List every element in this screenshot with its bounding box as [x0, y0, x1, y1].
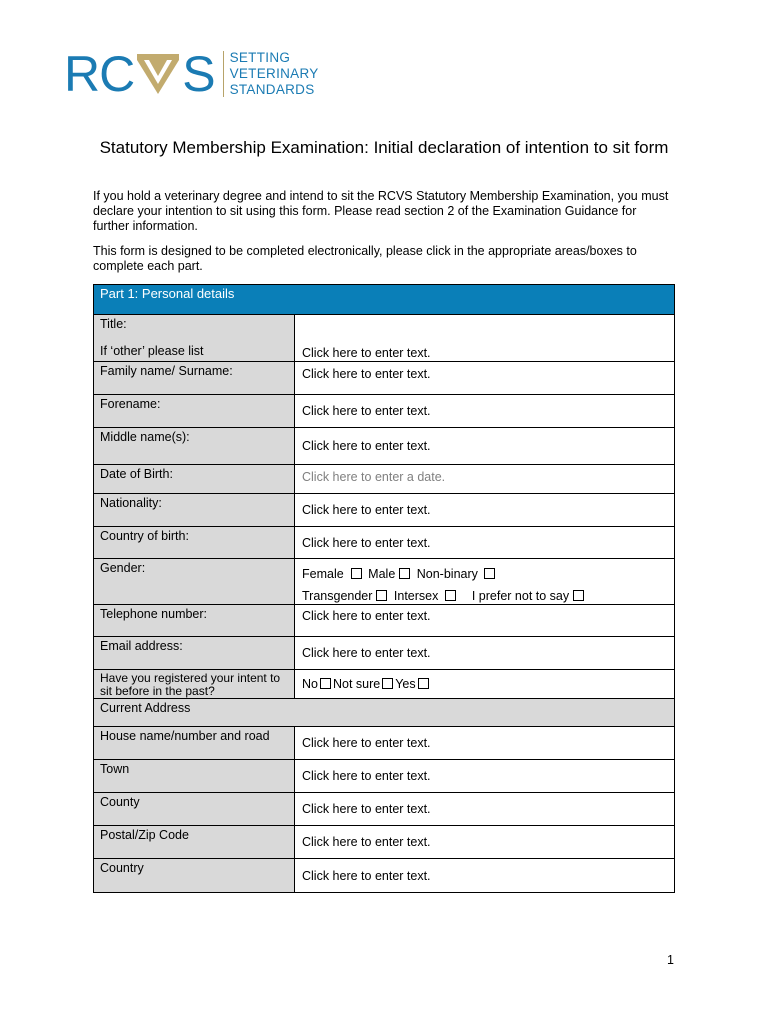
intro-paragraph: If you hold a veterinary degree and intend to sit the RCVS Statutory Membership Examination, you must declare your intention to sit using this form. Please read section 2 of the Examination Guidance for further information. [93, 189, 669, 233]
town-field[interactable]: Click here to enter text. [302, 769, 431, 783]
form-row-registered-before [94, 670, 674, 699]
field-label-title: Title: [100, 317, 127, 331]
intersex-checkbox[interactable] [445, 590, 456, 601]
field-label: Middle name(s): [94, 428, 295, 464]
country-of-birth-field[interactable]: Click here to enter text. [302, 535, 431, 550]
option-label: Yes [395, 677, 416, 691]
form-row-family-name [94, 362, 674, 395]
country-field[interactable]: Click here to enter text. [302, 868, 431, 883]
logo-wordmark [64, 46, 215, 102]
form-row-country [94, 859, 674, 892]
field-label: Country [94, 859, 295, 892]
field-label: Gender: [94, 559, 295, 604]
page-number: 1 [667, 953, 674, 967]
field-label: House name/number and road [94, 727, 295, 759]
form-row-gender [94, 559, 674, 605]
form-row-house [94, 727, 674, 760]
form-row-dob [94, 465, 674, 494]
option-label: Non-binary [416, 567, 478, 581]
form-row-current-address [94, 699, 674, 727]
logo-letter-c: C [99, 46, 135, 102]
family-name-field[interactable]: Click here to enter text. [302, 367, 431, 381]
not-sure-checkbox[interactable] [382, 678, 393, 689]
registered-before-options [295, 670, 674, 698]
logo-letter-s: S [182, 46, 215, 102]
form-row-postal [94, 826, 674, 859]
section-header: Part 1: Personal details [94, 285, 674, 315]
logo-shield-v-icon [135, 52, 181, 96]
gender-options-line [302, 589, 667, 603]
form-row-middle-names [94, 428, 674, 465]
telephone-field[interactable]: Click here to enter text. [302, 609, 431, 623]
gender-options-line [302, 567, 667, 581]
field-label: Email address: [94, 637, 295, 669]
female-checkbox[interactable] [351, 568, 362, 579]
logo-tagline-line: SETTING [229, 50, 291, 65]
page-title: Statutory Membership Examination: Initial declaration of intention to sit form [99, 138, 669, 157]
county-field[interactable]: Click here to enter text. [302, 802, 431, 816]
email-field[interactable]: Click here to enter text. [302, 646, 431, 660]
date-of-birth-picker[interactable]: Click here to enter a date. [302, 470, 446, 484]
transgender-checkbox[interactable] [376, 590, 387, 601]
logo-divider [223, 51, 224, 97]
postal-code-field[interactable]: Click here to enter text. [302, 835, 431, 849]
yes-checkbox[interactable] [418, 678, 429, 689]
field-label: Family name/ Surname: [94, 362, 295, 394]
field-label: Nationality: [94, 494, 295, 526]
option-label: Intersex [393, 589, 439, 603]
field-label [94, 315, 295, 361]
gender-options [295, 559, 674, 604]
option-label: Transgender [302, 589, 373, 603]
non-binary-checkbox[interactable] [484, 568, 495, 579]
field-label: Date of Birth: [94, 465, 295, 493]
logo-tagline [230, 50, 319, 98]
title-field[interactable]: Click here to enter text. [302, 346, 431, 360]
no-checkbox[interactable] [320, 678, 331, 689]
option-label: Male [368, 567, 396, 581]
field-label-other: If ‘other’ please list [100, 344, 204, 358]
field-label: Have you registered your intent to sit before in the past? [94, 670, 295, 698]
rcvs-logo [64, 46, 319, 102]
option-label: I prefer not to say [471, 589, 570, 603]
field-label: County [94, 793, 295, 825]
prefer-not-to-say-checkbox[interactable] [573, 590, 584, 601]
option-label: No [302, 677, 318, 691]
form-row-nationality [94, 494, 674, 527]
option-label: Not sure [332, 677, 381, 691]
field-label: Telephone number: [94, 605, 295, 636]
forename-field[interactable]: Click here to enter text. [302, 404, 431, 418]
form-row-forename [94, 395, 674, 428]
form-row-country-of-birth [94, 527, 674, 559]
field-label: Town [94, 760, 295, 792]
middle-names-field[interactable]: Click here to enter text. [302, 439, 431, 453]
logo-letter-r: R [64, 46, 100, 102]
form-row-title [94, 315, 674, 362]
current-address-heading: Current Address [94, 699, 674, 726]
option-label: Female [302, 567, 344, 581]
house-field[interactable]: Click here to enter text. [302, 736, 431, 750]
intro-paragraph: This form is designed to be completed electronically, please click in the appropriate areas/boxes to complete each part. [93, 244, 637, 273]
personal-details-form [93, 284, 675, 893]
registered-before-options-line [302, 677, 667, 691]
form-row-telephone [94, 605, 674, 637]
field-label: Country of birth: [94, 527, 295, 558]
logo-tagline-line: STANDARDS [229, 82, 315, 97]
form-row-town [94, 760, 674, 793]
field-label: Postal/Zip Code [94, 826, 295, 858]
logo-tagline-line: VETERINARY [229, 66, 319, 81]
field-label: Forename: [94, 395, 295, 427]
form-row-email [94, 637, 674, 670]
male-checkbox[interactable] [399, 568, 410, 579]
nationality-field[interactable]: Click here to enter text. [302, 503, 431, 517]
form-row-county [94, 793, 674, 826]
